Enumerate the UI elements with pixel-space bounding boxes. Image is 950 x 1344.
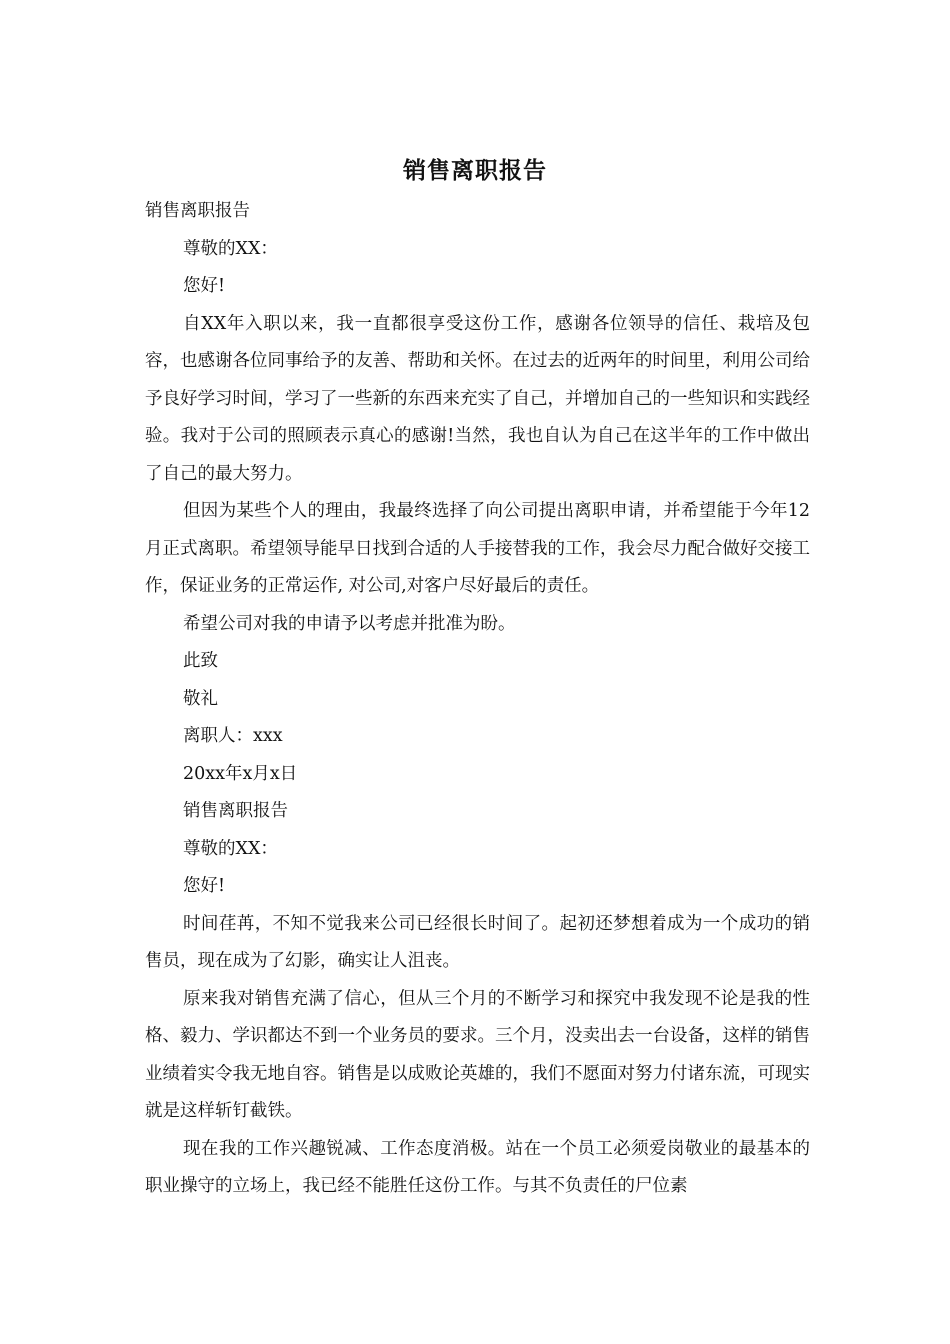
greeting: 您好! <box>183 876 226 896</box>
signer-line: 离职人：xxx <box>183 726 283 746</box>
salutation: 尊敬的XX： <box>183 238 278 259</box>
salutation: 尊敬的XX： <box>183 838 278 859</box>
document-body <box>145 193 810 1206</box>
subtitle: 销售离职报告 <box>145 201 250 221</box>
paragraph: 时间荏苒，不知不觉我来公司已经很长时间了。起初还梦想着成为一个成功的销售员，现在成为了幻影，确实让人沮丧。 <box>145 913 810 971</box>
paragraph: 希望公司对我的申请予以考虑并批准为盼。 <box>183 613 516 634</box>
subtitle: 销售离职报告 <box>183 801 288 821</box>
closing-line: 此致 <box>183 651 218 671</box>
document-title: 销售离职报告 <box>403 157 547 184</box>
closing-line: 敬礼 <box>183 688 218 709</box>
greeting: 您好! <box>183 276 226 296</box>
paragraph: 自XX年入职以来，我一直都很享受这份工作，感谢各位领导的信任、栽培及包容，也感谢各位同事给予的友善、帮助和关怀。在过去的近两年的时间里，利用公司给予良好学习时间，学习了一些新的东西来充实了自己，并增加自己的一些知识和实践经验。我对于公司的照顾表示真心的感谢!当然，我也自认为自己在这半年的工作中做出了自己的最大努力。 <box>145 313 810 484</box>
date-line: 20xx年x月x日 <box>183 763 298 784</box>
paragraph: 但因为某些个人的理由，我最终选择了向公司提出离职申请，并希望能于今年12月正式离职。希望领导能早日找到合适的人手接替我的工作，我会尽力配合做好交接工作，保证业务的正常运作, 对公司,对客户尽好最后的责任。 <box>145 501 810 596</box>
paragraph: 原来我对销售充满了信心，但从三个月的不断学习和探究中我发现不论是我的性格、毅力、学识都达不到一个业务员的要求。三个月，没卖出去一台设备，这样的销售业绩着实令我无地自容。销售是以成败论英雄的，我们不愿面对努力付诸东流，可现实就是这样斩钉截铁。 <box>145 988 810 1121</box>
paragraph: 现在我的工作兴趣锐减、工作态度消极。站在一个员工必须爱岗敬业的最基本的职业操守的立场上，我已经不能胜任这份工作。与其不负责任的尸位素 <box>145 1138 810 1196</box>
